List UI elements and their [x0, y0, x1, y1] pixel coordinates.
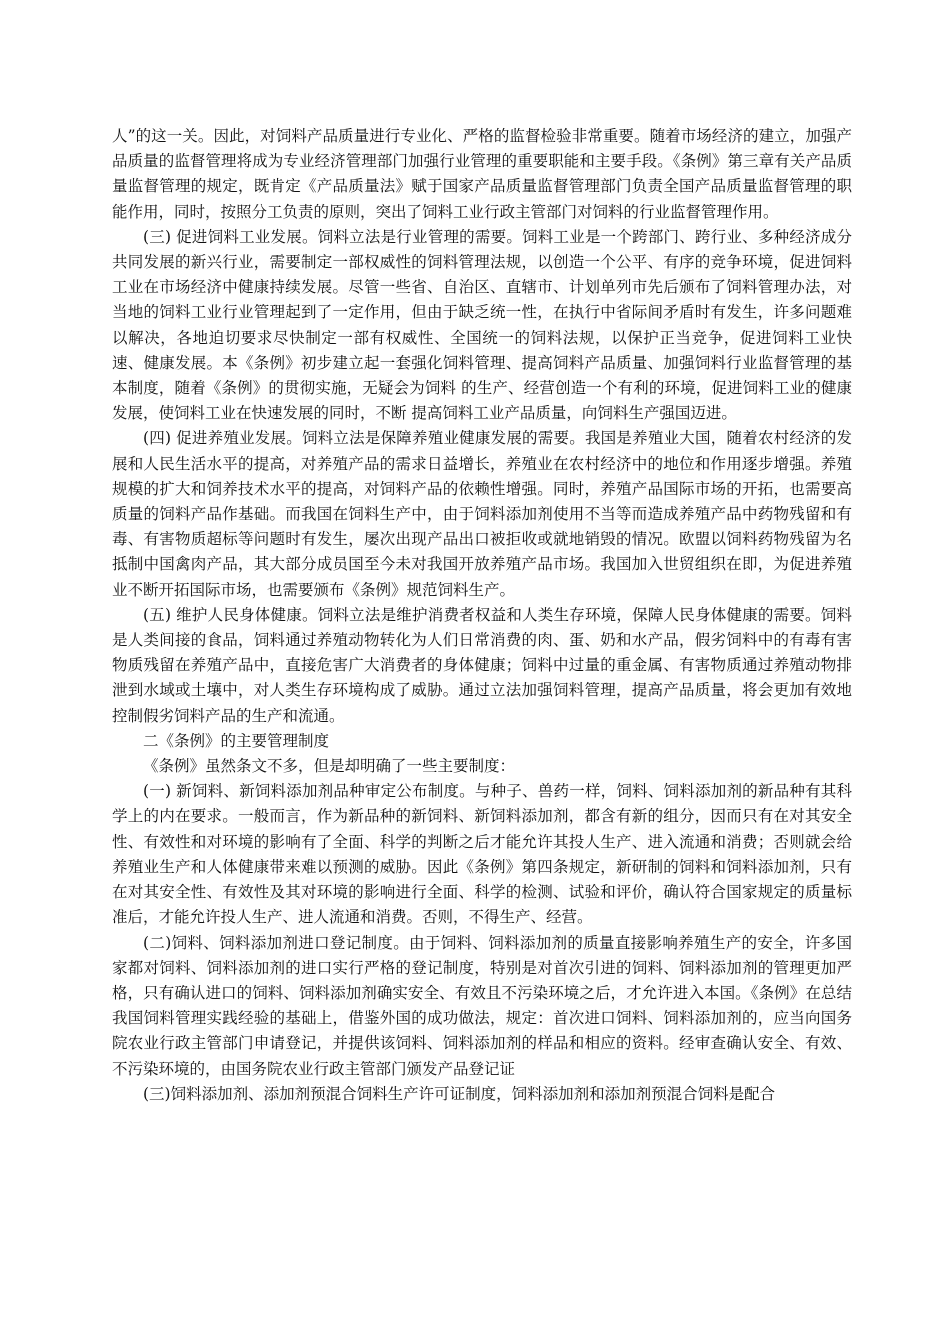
paragraph-section-3: (三) 促进饲料工业发展。饲料立法是行业管理的需要。饲料工业是一个跨部门、跨行业、多种经济成分共同发展的新兴行业，需要制定一部权威性的饲料管理法规，以创造一个公平、有序的竞争环境，促进饲料工业在市场经济中健康持续发展。尽管一些省、自治区、直辖市、计划单列市先后颁布了饲料管理办法，对当地的饲料工业行业管理起到了一定作用，但由于缺乏统一性，在执行中省际间矛盾时有发生，许多问题难以解决，各地迫切要求尽快制定一部有权威性、全国统一的饲料法规，以保护正当竞争，促进饲料工业快速、健康发展。本《条例》初步建立起一套强化饲料管理、提高饲料产品质量、加强饲料行业监督管理的基本制度，随着《条例》的贯彻实施，无疑会为饲料 的生产、经营创造一个有利的环境，促进饲料工业的健康发展，使饲料工业在快速发展的同时，不断 提高饲料工业产品质量，向饲料生产强国迈进。	[112, 227, 852, 423]
paragraph-intro: 《条例》虽然条文不多，但是却明确了一些主要制度：	[143, 757, 516, 776]
paragraph-section-5: (五) 维护人民身体健康。饲料立法是维护消费者权益和人类生存环境，保障人民身体健康的需要。饲料是人类间接的食品，饲料通过养殖动物转化为人们日常消费的肉、蛋、奶和水产品，假劣饲料中的有毒有害物质残留在养殖产品中，直接危害广大消费者的身体健康；饲料中过量的重金属、有害物质通过养殖动物排泄到水域或土壤中，对人类生存环境构成了威胁。通过立法加强饲料管理，提高产品质量，将会更加有效地控制假劣饲料产品的生产和流通。	[112, 605, 852, 725]
paragraph-system-3: (三)饲料添加剂、添加剂预混合饲料生产许可证制度，饲料添加剂和添加剂预混合饲料是配合	[143, 1084, 776, 1103]
paragraph-system-1: (一) 新饲料、新饲料添加剂品种审定公布制度。与种子、兽药一样，饲料、饲料添加剂的新品种有其科学上的内在要求。一般而言，作为新品种的新饲料、新饲料添加剂，都含有新的组分，因而只有在对其安全性、有效性和对环境的影响有了全面、科学的判断之后才能允许其投人生产、进入流通和消费；否则就会给养殖业生产和人体健康带来难以预测的威胁。因此《条例》第四条规定，新研制的饲料和饲料添加剂，只有在对其安全性、有效性及其对环境的影响进行全面、科学的检测、试验和评价，确认符合国家规定的质量标准后，才能允许投人生产、进人流通和消费。否则，不得生产、经营。	[112, 782, 852, 927]
paragraph-continuation: 人”的这一关。因此，对饲料产品质量进行专业化、严格的监督检验非常重要。随着市场经济的建立，加强产品质量的监督管理将成为专业经济管理部门加强行业管理的重要职能和主要手段。《条例》第三章有关产品质量监督管理的规定，既肯定《产品质量法》赋于国家产品质量监督管理部门负责全国产品质量监督管理的职能作用，同时，按照分工负责的原则，突出了饲料工业行政主管部门对饲料的行业监督管理作用。	[112, 127, 852, 221]
section-heading-2: 二《条例》的主要管理制度	[143, 731, 330, 750]
paragraph-section-4: (四) 促进养殖业发展。饲料立法是保障养殖业健康发展的需要。我国是养殖业大国，随着农村经济的发展和人民生活水平的提高，对养殖产品的需求日益增长，养殖业在农村经济中的地位和作用逐步增强。养殖规模的扩大和饲养技术水平的提高，对饲料产品的依赖性增强。同时，养殖产品国际市场的开拓，也需要高质量的饲料产品作基础。而我国在饲料生产中，由于饲料添加剂使用不当等而造成养殖产品中药物残留和有毒、有害物质超标等问题时有发生，屡次出现产品出口被拒收或就地销毁的情况。欧盟以饲料药物残留为名抵制中国禽肉产品，其大部分成员国至今未对我国开放养殖产品市场。我国加入世贸组织在即，为促进养殖业不断开拓国际市场，也需要颁布《条例》规范饲料生产。	[112, 429, 852, 599]
paragraph-system-2: (二)饲料、饲料添加剂进口登记制度。由于饲料、饲料添加剂的质量直接影响养殖生产的安全，许多国家都对饲料、饲料添加剂的进口实行严格的登记制度，特别是对首次引进的饲料、饲料添加剂的管理更加严格，只有确认进口的饲料、饲料添加剂确实安全、有效且不污染环境之后，才允许进入本国。《条例》在总结我国饲料管理实践经验的基础上，借鉴外国的成功做法，规定：首次进口饲料、饲料添加剂的，应当向国务院农业行政主管部门申请登记，并提供该饲料、饲料添加剂的样品和相应的资料。经审查确认安全、有效、不污染环境的，由国务院农业行政主管部门颁发产品登记证	[112, 933, 852, 1078]
document-body	[112, 124, 852, 1107]
